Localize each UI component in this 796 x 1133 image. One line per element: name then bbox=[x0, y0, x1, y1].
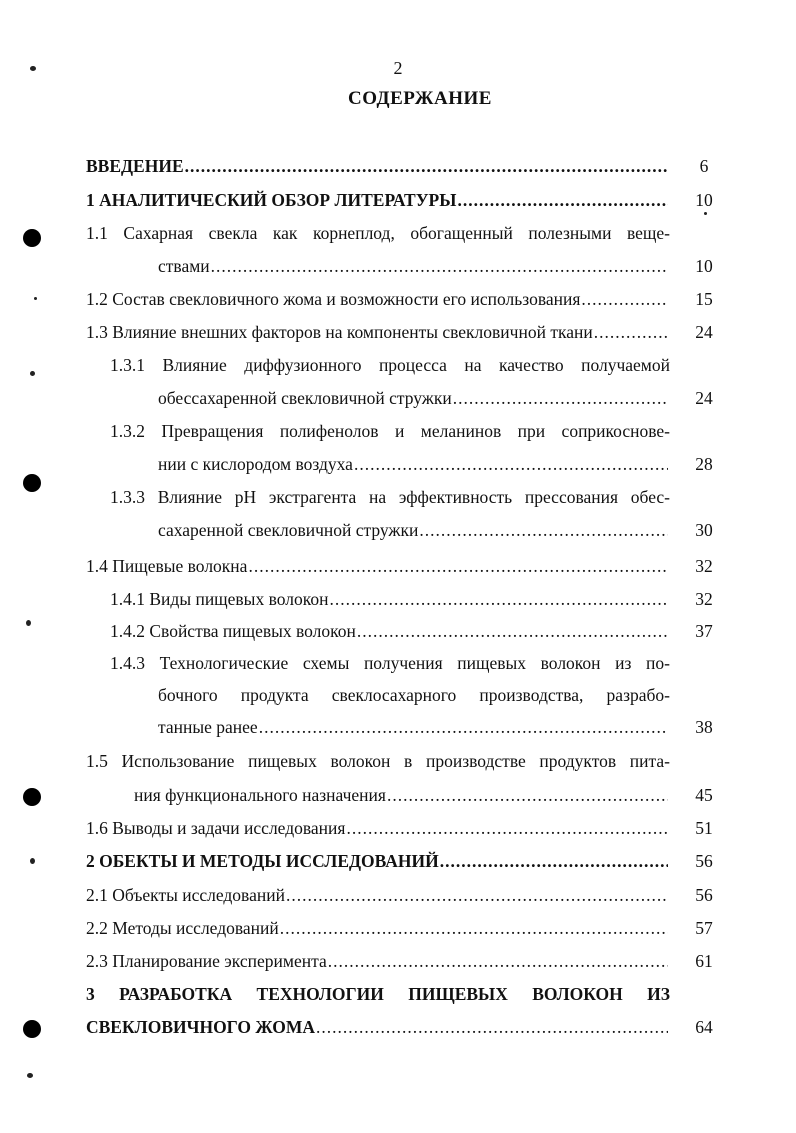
punch-hole-mark bbox=[23, 474, 41, 492]
toc-entry-chapter-3[interactable]: 3 РАЗРАБОТКА ТЕХНОЛОГИИ ПИЩЕВЫХ ВОЛОКОН ИЗ bbox=[86, 984, 670, 1004]
toc-page-number: 10 bbox=[695, 256, 713, 276]
toc-entry-1-2[interactable]: 1.2 Состав свекловичного жома и возможности его использования ..... bbox=[86, 288, 670, 310]
scan-speck bbox=[26, 620, 31, 626]
toc-page-number: 56 bbox=[695, 851, 713, 871]
punch-hole-mark bbox=[23, 788, 41, 806]
toc-entry-chapter-2[interactable]: 2 ОБЕКТЫ И МЕТОДЫ ИССЛЕДОВАНИЙ ..... bbox=[86, 850, 670, 872]
scan-speck bbox=[30, 371, 35, 376]
toc-entry-1-4[interactable]: 1.4 Пищевые волокна ..... bbox=[86, 555, 670, 577]
toc-page-number: 24 bbox=[695, 388, 713, 408]
toc-page-number: 37 bbox=[695, 621, 713, 641]
punch-hole-mark bbox=[23, 229, 41, 247]
punch-hole-mark bbox=[23, 1020, 41, 1038]
scan-speck bbox=[30, 858, 35, 864]
toc-page-number: 32 bbox=[695, 556, 713, 576]
toc-page-number: 57 bbox=[695, 918, 713, 938]
toc-page-number: 24 bbox=[695, 322, 713, 342]
toc-page-number: 64 bbox=[695, 1017, 713, 1037]
toc-entry-1-3-2-cont[interactable]: нии с кислородом воздуха ..... bbox=[158, 453, 670, 475]
scan-speck bbox=[704, 212, 707, 215]
toc-entry-1-6[interactable]: 1.6 Выводы и задачи исследования ..... bbox=[86, 817, 670, 839]
toc-entry-1-1-cont[interactable]: ствами ..... bbox=[158, 255, 670, 277]
toc-page-number: 6 bbox=[699, 156, 709, 176]
toc-entry-2-3[interactable]: 2.3 Планирование эксперимента ..... bbox=[86, 950, 670, 972]
page-title: СОДЕРЖАНИЕ bbox=[348, 88, 492, 109]
toc-entry-1-3-3-cont[interactable]: сахаренной свекловичной стружки ..... bbox=[158, 519, 670, 541]
toc-entry-1-5[interactable]: 1.5 Использование пищевых волокон в производстве продуктов пита- bbox=[86, 751, 670, 771]
toc-page-number: 38 bbox=[695, 717, 713, 737]
toc-entry-1-3-1-cont[interactable]: обессахаренной свекловичной стружки ..... bbox=[158, 387, 670, 409]
toc-page-number: 10 bbox=[695, 190, 713, 210]
toc-entry-introduction[interactable]: ВВЕДЕНИЕ ..... bbox=[86, 155, 670, 177]
toc-entry-2-2[interactable]: 2.2 Методы исследований ..... bbox=[86, 917, 670, 939]
scan-speck bbox=[34, 297, 37, 300]
toc-page-number: 30 bbox=[695, 520, 713, 540]
toc-entry-1-5-cont[interactable]: ния функционального назначения ..... bbox=[134, 784, 670, 806]
toc-page-number: 32 bbox=[695, 589, 713, 609]
toc-page-number: 51 bbox=[695, 818, 713, 838]
toc-entry-1-4-3-cont2[interactable]: танные ранее ..... bbox=[158, 716, 670, 738]
toc-entry-1-4-3-cont[interactable]: бочного продукта свеклосахарного производства, разрабо- bbox=[158, 685, 670, 705]
toc-entry-1-4-2[interactable]: 1.4.2 Свойства пищевых волокон ..... bbox=[110, 620, 670, 642]
toc-entry-chapter-1[interactable]: 1 АНАЛИТИЧЕСКИЙ ОБЗОР ЛИТЕРАТУРЫ ..... bbox=[86, 189, 670, 211]
scan-speck bbox=[30, 66, 36, 71]
toc-page-number: 45 bbox=[695, 785, 713, 805]
toc-entry-1-3-2[interactable]: 1.3.2 Превращения полифенолов и меланинов при соприкоснове- bbox=[110, 421, 670, 441]
toc-entry-1-4-1[interactable]: 1.4.1 Виды пищевых волокон ..... bbox=[110, 588, 670, 610]
scan-speck bbox=[27, 1073, 33, 1078]
toc-entry-1-3-1[interactable]: 1.3.1 Влияние диффузионного процесса на качество получаемой bbox=[110, 355, 670, 375]
toc-page-number: 15 bbox=[695, 289, 713, 309]
toc-entry-chapter-3-cont[interactable]: СВЕКЛОВИЧНОГО ЖОМА ..... bbox=[86, 1016, 670, 1038]
toc-entry-2-1[interactable]: 2.1 Объекты исследований ..... bbox=[86, 884, 670, 906]
page-number: 2 bbox=[393, 58, 403, 78]
toc-page-number: 56 bbox=[695, 885, 713, 905]
toc-entry-1-4-3[interactable]: 1.4.3 Технологические схемы получения пищевых волокон из по- bbox=[110, 653, 670, 673]
toc-entry-1-1[interactable]: 1.1 Сахарная свекла как корнеплод, обогащенный полезными веще- bbox=[86, 223, 670, 243]
toc-page-number: 61 bbox=[695, 951, 713, 971]
toc-page-number: 28 bbox=[695, 454, 713, 474]
toc-entry-1-3[interactable]: 1.3 Влияние внешних факторов на компоненты свекловичной ткани ..... bbox=[86, 321, 670, 343]
toc-entry-1-3-3[interactable]: 1.3.3 Влияние pH экстрагента на эффективность прессования обес- bbox=[110, 487, 670, 507]
